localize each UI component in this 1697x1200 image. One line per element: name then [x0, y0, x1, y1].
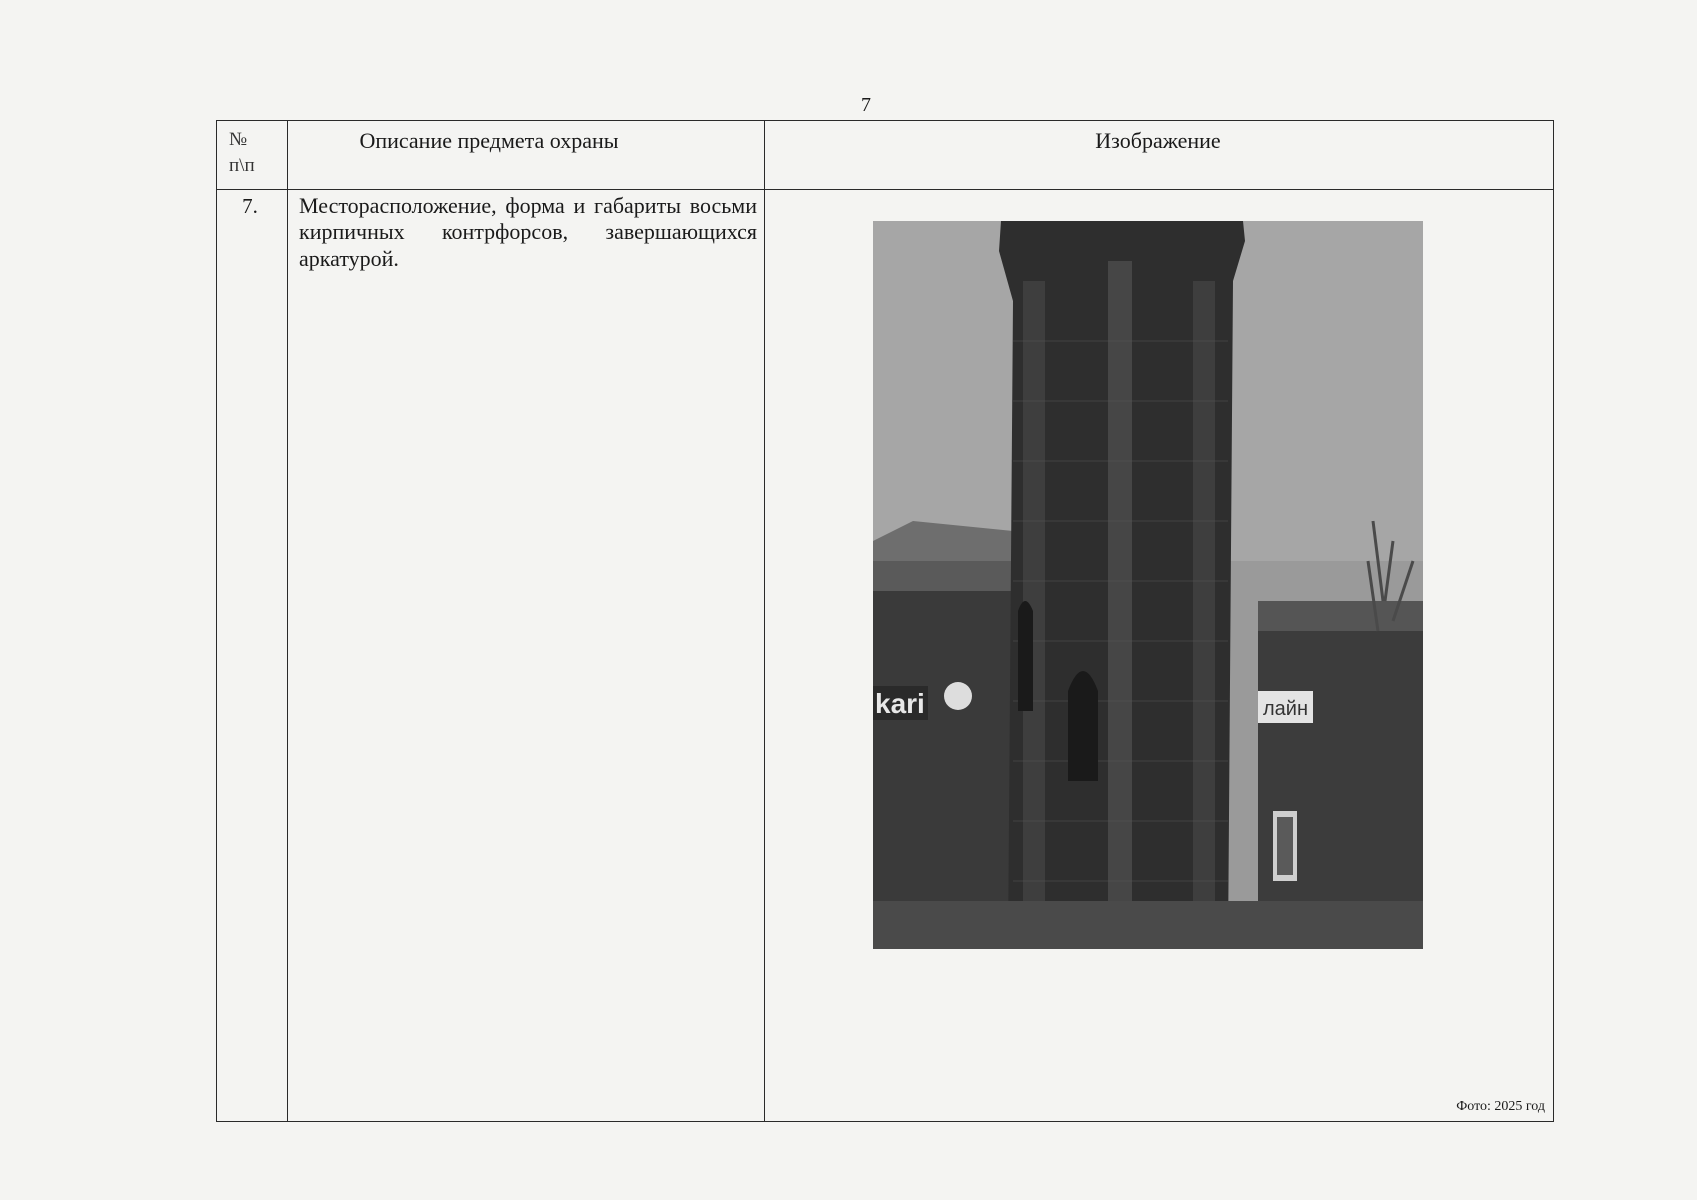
col-divider-2 — [764, 121, 765, 1121]
row-number: 7. — [242, 194, 258, 218]
header-divider — [217, 189, 1553, 190]
header-description: Описание предмета охраны — [359, 128, 619, 153]
protection-subject-table — [216, 120, 1554, 1122]
photo-sign-left: kari — [875, 688, 925, 719]
photo-credit: Фото: 2025 год — [1456, 1098, 1545, 1114]
page-number: 7 — [861, 94, 871, 116]
header-number: № п\п — [229, 129, 255, 176]
photo-sign-right: лайн — [1263, 698, 1309, 720]
row-description: Месторасположение, форма и габариты восьми кирпичных контрфорсов, завершающихся аркатурой. — [299, 193, 757, 271]
tower-photo — [873, 221, 1423, 949]
col-divider-1 — [287, 121, 288, 1121]
header-image: Изображение — [1095, 128, 1221, 153]
